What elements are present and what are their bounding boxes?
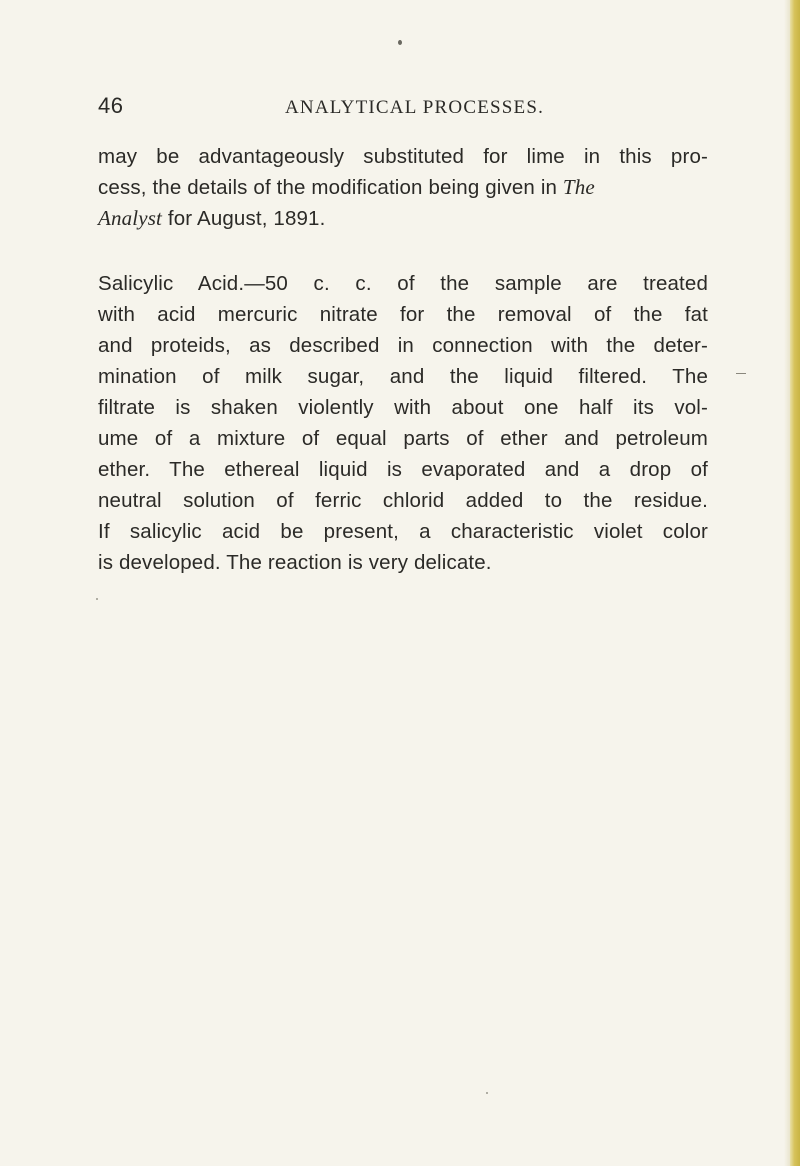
italic-title: The [562,175,595,199]
running-head: ANALYTICAL PROCESSES. [285,97,545,118]
paragraph-2 [98,268,708,578]
text-line: filtrate is shaken violently with about one half its vol- [98,396,708,419]
print-speck [398,40,402,45]
text-line [98,172,708,203]
text-line: and proteids, as described in connection with the deter- [98,334,708,357]
text-line: Salicylic Acid.—50 c. c. of the sample are treated [98,272,708,295]
text-line: ume of a mixture of equal parts of ether and petroleum [98,427,708,450]
italic-title: Analyst [98,206,163,230]
page-gilt-edge [790,0,800,1166]
text-line: ether. The ethereal liquid is evaporated and a drop of [98,458,708,481]
text-line-segment: cess, the details of the modification being given in [98,176,563,199]
print-speck [96,598,98,600]
text-line-segment: for August, 1891. [167,207,326,230]
text-line: with acid mercuric nitrate for the removal of the fat [98,303,708,326]
text-line: mination of milk sugar, and the liquid filtered. The [98,365,708,388]
paragraph-1 [98,141,708,234]
text-line: is developed. The reaction is very delicate. [98,551,492,574]
text-line: neutral solution of ferric chlorid added to the residue. [98,489,708,512]
print-mark [736,373,746,374]
print-speck [486,1092,488,1094]
text-line [98,203,708,234]
text-line: may be advantageously substituted for lime in this pro- [98,145,708,168]
page-number: 46 [98,93,124,118]
text-line: If salicylic acid be present, a characteristic violet color [98,520,708,543]
